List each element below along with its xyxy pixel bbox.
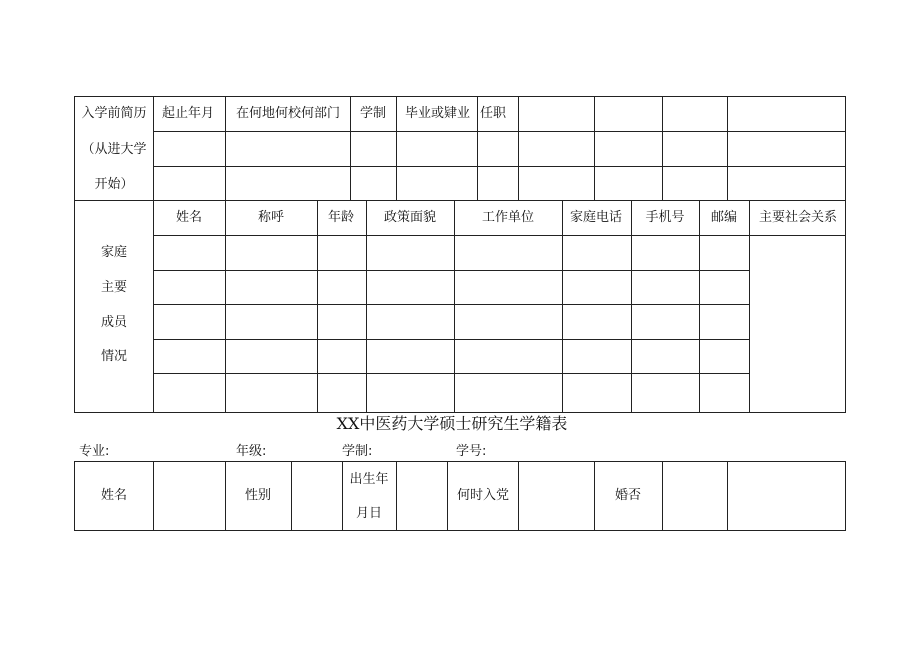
basic-col-divider — [225, 461, 226, 530]
resume-side-label-line: （从进大学 — [81, 142, 147, 157]
resume-header-position: 任职 — [480, 106, 507, 121]
family-col-divider — [153, 200, 154, 412]
resume-col-divider — [727, 96, 728, 200]
basic-marriage-label: 婚否 — [614, 488, 642, 503]
basic-party-label: 何时入党 — [456, 488, 510, 503]
resume-col-divider — [225, 96, 226, 200]
resume-header-system: 学制 — [360, 106, 387, 121]
resume-side-label-line: 入学前简历 — [81, 106, 147, 121]
family-row-divider — [153, 304, 749, 305]
basic-name-label: 姓名 — [100, 488, 128, 503]
resume-row-divider — [153, 131, 845, 132]
resume-header-period: 起止年月 — [162, 106, 215, 121]
family-header-name: 姓名 — [175, 210, 203, 225]
section-divider — [74, 200, 846, 201]
family-header-relation: 称呼 — [257, 210, 285, 225]
basic-col-divider — [291, 461, 292, 530]
basic-birth-label-line: 月日 — [355, 506, 383, 521]
basic-col-divider — [342, 461, 343, 530]
basic-col-divider — [662, 461, 663, 530]
family-col-divider — [699, 200, 700, 412]
basic-col-divider — [845, 461, 846, 530]
basic-birth-label-line: 出生年 — [349, 472, 389, 487]
family-side-label-line: 情况 — [100, 349, 128, 364]
table-border-left — [74, 96, 75, 412]
resume-col-divider — [662, 96, 663, 200]
family-row-divider — [153, 373, 749, 374]
resume-header-graduation: 毕业或肄业 — [405, 106, 471, 121]
family-header-age: 年龄 — [327, 210, 355, 225]
family-header-workplace: 工作单位 — [481, 210, 535, 225]
family-side-label-line: 主要 — [100, 280, 128, 295]
basic-col-divider — [153, 461, 154, 530]
basic-col-divider — [727, 461, 728, 530]
basic-col-divider — [518, 461, 519, 530]
table-border-top — [74, 96, 846, 97]
family-col-divider — [317, 200, 318, 412]
resume-col-divider — [477, 96, 478, 200]
basic-col-divider — [74, 461, 75, 530]
resume-col-divider — [153, 96, 154, 200]
basic-border-bottom — [74, 530, 846, 531]
family-col-divider — [631, 200, 632, 412]
family-header-divider — [153, 235, 845, 236]
basic-col-divider — [447, 461, 448, 530]
family-row-divider — [153, 270, 749, 271]
resume-col-divider — [518, 96, 519, 200]
grade-label: 年级: — [236, 444, 267, 459]
family-col-divider — [454, 200, 455, 412]
family-col-divider — [366, 200, 367, 412]
family-row-divider — [153, 339, 749, 340]
family-side-label-line: 成员 — [100, 315, 128, 330]
form-title: XX中医药大学硕士研究生学籍表 — [336, 414, 568, 433]
resume-header-place: 在何地何校何部门 — [236, 106, 341, 121]
resume-col-divider — [350, 96, 351, 200]
basic-border-top — [74, 461, 846, 462]
family-col-divider — [225, 200, 226, 412]
table-border-bottom — [74, 412, 846, 413]
resume-row-divider — [153, 166, 845, 167]
basic-gender-label: 性别 — [244, 488, 272, 503]
basic-col-divider — [396, 461, 397, 530]
family-header-politics: 政策面貌 — [383, 210, 437, 225]
family-side-label-line: 家庭 — [100, 245, 128, 260]
resume-col-divider — [396, 96, 397, 200]
basic-col-divider — [594, 461, 595, 530]
family-col-divider — [562, 200, 563, 412]
student-no-label: 学号: — [456, 444, 487, 459]
family-col-divider — [749, 200, 750, 412]
resume-col-divider — [594, 96, 595, 200]
family-header-home-phone: 家庭电话 — [569, 210, 623, 225]
table-border-right — [845, 96, 846, 412]
resume-side-label-line: 开始） — [94, 177, 134, 192]
family-header-mobile: 手机号 — [645, 210, 685, 225]
family-header-social-relations: 主要社会关系 — [758, 210, 838, 225]
family-header-postcode: 邮编 — [710, 210, 738, 225]
system-label: 学制: — [342, 444, 373, 459]
major-label: 专业: — [79, 444, 110, 459]
